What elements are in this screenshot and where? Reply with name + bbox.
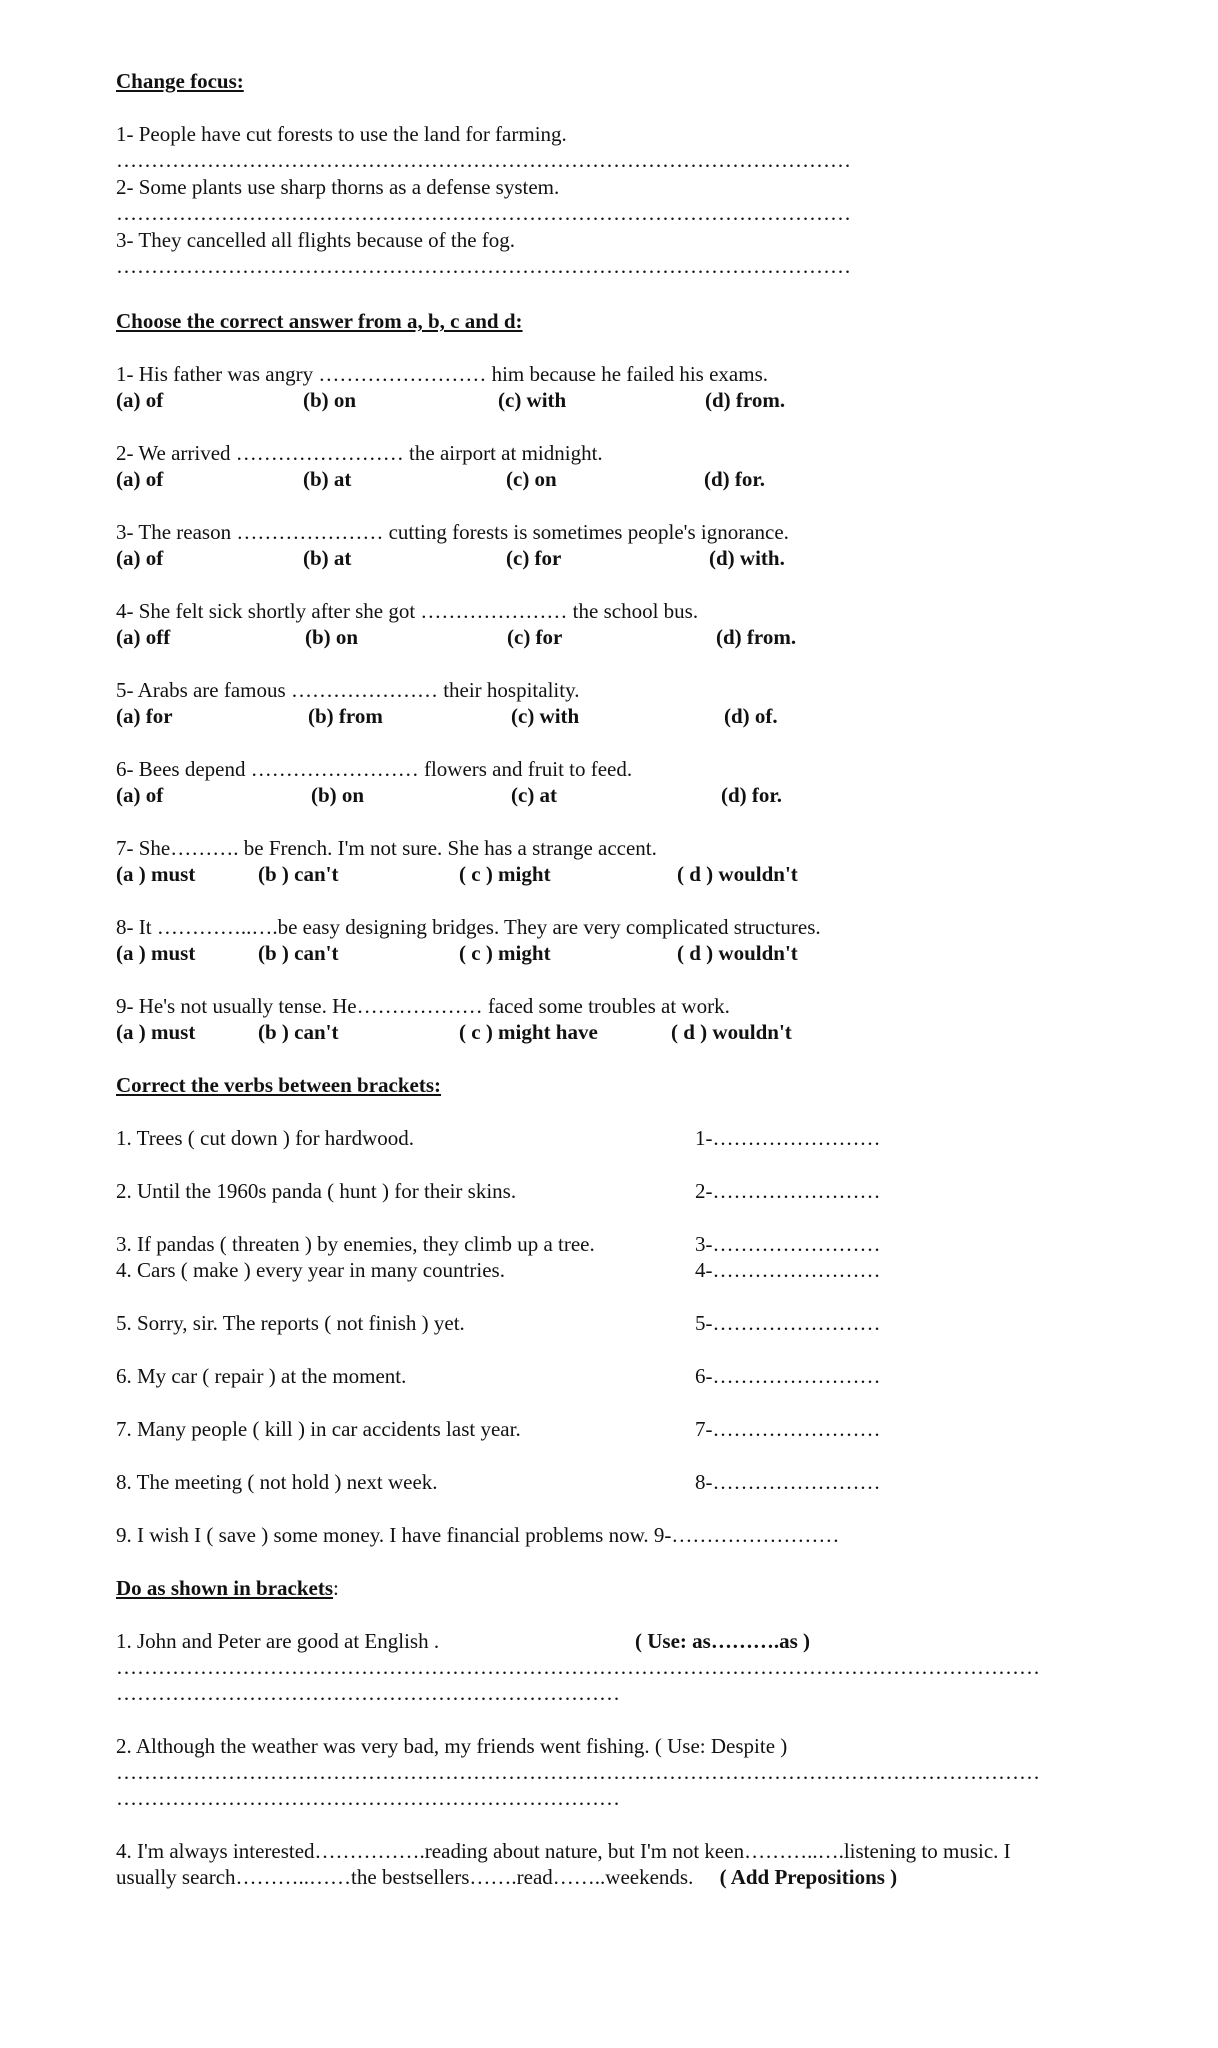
option-b[interactable]: (b) from — [308, 704, 383, 728]
verb-item-9: 9. I wish I ( save ) some money. I have financial problems now. 9-…………………… — [116, 1523, 840, 1547]
option-c[interactable]: (c) with — [511, 704, 580, 728]
do-item-2: 2. Although the weather was very bad, my friends went fishing. ( Use: Despite ) — [116, 1734, 788, 1758]
option-a[interactable]: (a) for — [116, 704, 173, 728]
question-1: 1- His father was angry …………………… him because he failed his exams. — [116, 362, 769, 386]
option-a[interactable]: (a) of — [116, 467, 164, 491]
option-c[interactable]: ( c ) might — [459, 941, 551, 965]
verb-answer-2[interactable]: 2-…………………… — [695, 1179, 881, 1203]
option-a[interactable]: (a ) must — [116, 941, 196, 965]
verb-item-6: 6. My car ( repair ) at the moment. — [116, 1364, 407, 1388]
do-item-4-text: usually search………..……the bestsellers…….read……..weekends. — [116, 1865, 694, 1889]
do-item-4-hint: ( Add Prepositions ) — [719, 1865, 898, 1889]
answer-line[interactable]: …………………………………………………………………………………………… — [116, 201, 851, 225]
change-focus-item-1: 1- People have cut forests to use the land for farming. — [116, 122, 567, 146]
question-9: 9- He's not usually tense. He……………… faced some troubles at work. — [116, 994, 730, 1018]
option-d[interactable]: (d) for. — [721, 783, 783, 807]
option-d[interactable]: (d) with. — [709, 546, 785, 570]
answer-line[interactable]: …………………………………………………………………………………………………………………… — [116, 1760, 1040, 1784]
option-b[interactable]: (b) on — [305, 625, 359, 649]
option-a[interactable]: (a) off — [116, 625, 171, 649]
option-c[interactable]: ( c ) might have — [459, 1020, 598, 1044]
verb-item-5: 5. Sorry, sir. The reports ( not finish ) yet. — [116, 1311, 465, 1335]
question-4: 4- She felt sick shortly after she got ………………… the school bus. — [116, 599, 699, 623]
answer-line[interactable]: …………………………………………………………………………………………… — [116, 254, 851, 278]
answer-line[interactable]: …………………………………………………………………………………………………………………… — [116, 1655, 1040, 1679]
verb-item-7: 7. Many people ( kill ) in car accidents last year. — [116, 1417, 521, 1441]
heading-choose-answer: Choose the correct answer from a, b, c and d: — [116, 309, 523, 333]
do-item-4-line-1: 4. I'm always interested…………….reading about nature, but I'm not keen………..….listening to music. I — [116, 1839, 1011, 1863]
do-item-4-line-2 — [116, 1864, 897, 1890]
option-b[interactable]: (b) on — [311, 783, 365, 807]
question-5: 5- Arabs are famous ………………… their hospitality. — [116, 678, 580, 702]
verb-item-8: 8. The meeting ( not hold ) next week. — [116, 1470, 438, 1494]
option-c[interactable]: (c) with — [498, 388, 567, 412]
change-focus-item-2: 2- Some plants use sharp thorns as a defense system. — [116, 175, 560, 199]
verb-answer-6[interactable]: 6-…………………… — [695, 1364, 881, 1388]
option-d[interactable]: ( d ) wouldn't — [677, 862, 798, 886]
question-3: 3- The reason ………………… cutting forests is sometimes people's ignorance. — [116, 520, 789, 544]
question-7: 7- She………. be French. I'm not sure. She has a strange accent. — [116, 836, 657, 860]
heading-colon: : — [333, 1576, 339, 1600]
verb-item-1: 1. Trees ( cut down ) for hardwood. — [116, 1126, 415, 1150]
answer-line[interactable]: ……………………………………………………………… — [116, 1681, 620, 1705]
verb-answer-8[interactable]: 8-…………………… — [695, 1470, 881, 1494]
option-a[interactable]: (a ) must — [116, 1020, 196, 1044]
option-c[interactable]: (c) on — [506, 467, 557, 491]
change-focus-item-3: 3- They cancelled all flights because of the fog. — [116, 228, 516, 252]
option-d[interactable]: (d) from. — [705, 388, 786, 412]
option-b[interactable]: (b) at — [303, 546, 352, 570]
option-c[interactable]: (c) for — [507, 625, 563, 649]
verb-item-4: 4. Cars ( make ) every year in many countries. — [116, 1258, 505, 1282]
question-2: 2- We arrived …………………… the airport at midnight. — [116, 441, 603, 465]
heading-change-focus: Change focus: — [116, 69, 244, 93]
verb-item-2: 2. Until the 1960s panda ( hunt ) for their skins. — [116, 1179, 517, 1203]
option-a[interactable]: (a) of — [116, 783, 164, 807]
verb-answer-3[interactable]: 3-…………………… — [695, 1232, 881, 1256]
verb-answer-1[interactable]: 1-…………………… — [695, 1126, 881, 1150]
option-a[interactable]: (a) of — [116, 388, 164, 412]
question-6: 6- Bees depend …………………… flowers and fruit to feed. — [116, 757, 633, 781]
heading-do-as-shown — [116, 1575, 339, 1601]
heading-correct-verbs: Correct the verbs between brackets: — [116, 1073, 442, 1097]
do-item-1: 1. John and Peter are good at English . — [116, 1629, 440, 1653]
option-d[interactable]: (d) from. — [716, 625, 797, 649]
verb-item-3: 3. If pandas ( threaten ) by enemies, they climb up a tree. — [116, 1232, 595, 1256]
option-b[interactable]: (b) on — [303, 388, 357, 412]
option-b[interactable]: (b) at — [303, 467, 352, 491]
option-a[interactable]: (a ) must — [116, 862, 196, 886]
option-b[interactable]: (b ) can't — [258, 862, 339, 886]
option-c[interactable]: ( c ) might — [459, 862, 551, 886]
option-d[interactable]: (d) for. — [704, 467, 766, 491]
verb-answer-4[interactable]: 4-…………………… — [695, 1258, 881, 1282]
verb-answer-7[interactable]: 7-…………………… — [695, 1417, 881, 1441]
answer-line[interactable]: ……………………………………………………………… — [116, 1786, 620, 1810]
option-a[interactable]: (a) of — [116, 546, 164, 570]
option-d[interactable]: ( d ) wouldn't — [671, 1020, 792, 1044]
option-d[interactable]: (d) of. — [724, 704, 778, 728]
answer-line[interactable]: …………………………………………………………………………………………… — [116, 148, 851, 172]
option-b[interactable]: (b ) can't — [258, 1020, 339, 1044]
option-c[interactable]: (c) for — [506, 546, 562, 570]
option-b[interactable]: (b ) can't — [258, 941, 339, 965]
option-c[interactable]: (c) at — [511, 783, 558, 807]
question-8: 8- It …………..….be easy designing bridges. They are very complicated structures. — [116, 915, 821, 939]
verb-answer-5[interactable]: 5-…………………… — [695, 1311, 881, 1335]
option-d[interactable]: ( d ) wouldn't — [677, 941, 798, 965]
do-item-1-hint: ( Use: as……….as ) — [635, 1629, 810, 1653]
heading-do-as-shown-text: Do as shown in brackets — [116, 1576, 334, 1600]
